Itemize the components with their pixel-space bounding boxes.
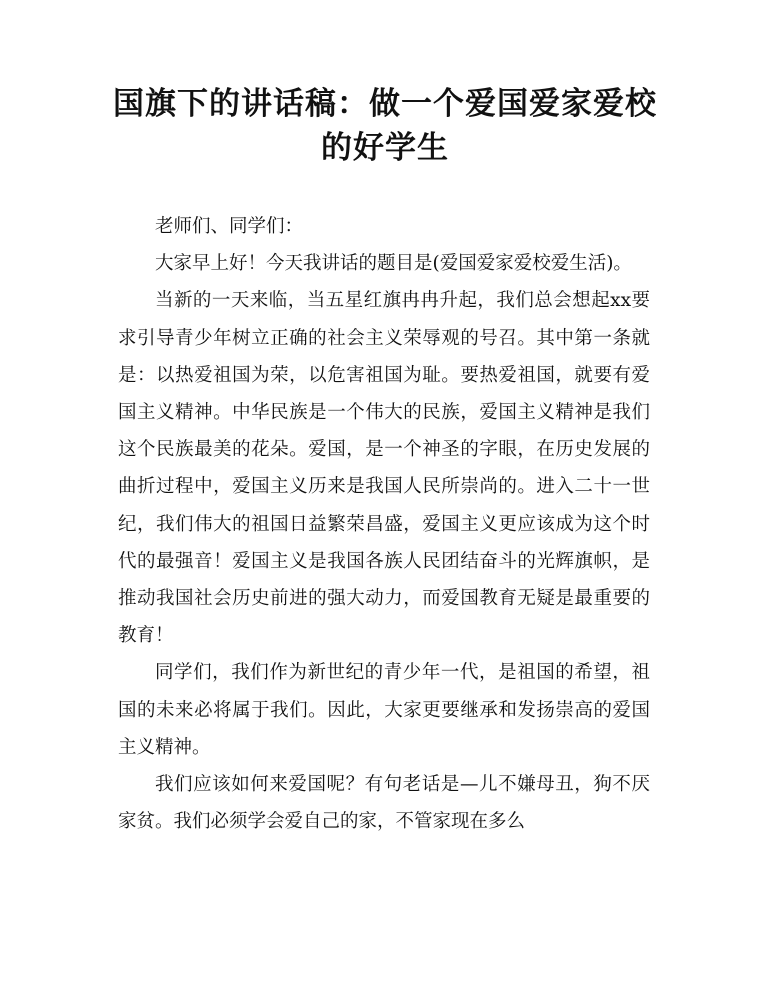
body-paragraph: 同学们，我们作为新世纪的青少年一代，是祖国的希望，祖国的未来必将属于我们。因此，大家更要继承和发扬崇高的爱国主义精神。 bbox=[118, 662, 650, 758]
body-paragraph: 当新的一天来临，当五星红旗冉冉升起，我们总会想起xx要求引导青少年树立正确的社会主义荣辱观的号召。其中第一条就是：以热爱祖国为荣，以危害祖国为耻。要热爱祖国，就要有爱国主义精神。中华民族是一个伟大的民族，爱国主义精神是我们这个民族最美的花朵。爱国，是一个神圣的字眼，在历史发展的曲折过程中，爱国主义历来是我国人民所崇尚的。进入二十一世纪，我们伟大的祖国日益繁荣昌盛，爱国主义更应该成为这个时代的最强音！爱国主义是我国各族人民团结奋斗的光辉旗帜，是推动我国社会历史前进的强大动力，而爱国教育无疑是最重要的教育！ bbox=[118, 290, 650, 647]
document-title: 国旗下的讲话稿：做一个爱国爱家爱校的好学生 bbox=[113, 86, 657, 166]
document-body bbox=[118, 208, 650, 840]
opening-paragraph: 大家早上好！今天我讲话的题目是(爱国爱家爱校爱生活)。 bbox=[155, 253, 632, 275]
greeting-paragraph: 老师们、同学们： bbox=[155, 216, 304, 237]
body-paragraph: 我们应该如何来爱国呢？有句老话是—儿不嫌母丑，狗不厌家贫。我们必须学会爱自己的家，不管家现在多么 bbox=[118, 774, 650, 833]
